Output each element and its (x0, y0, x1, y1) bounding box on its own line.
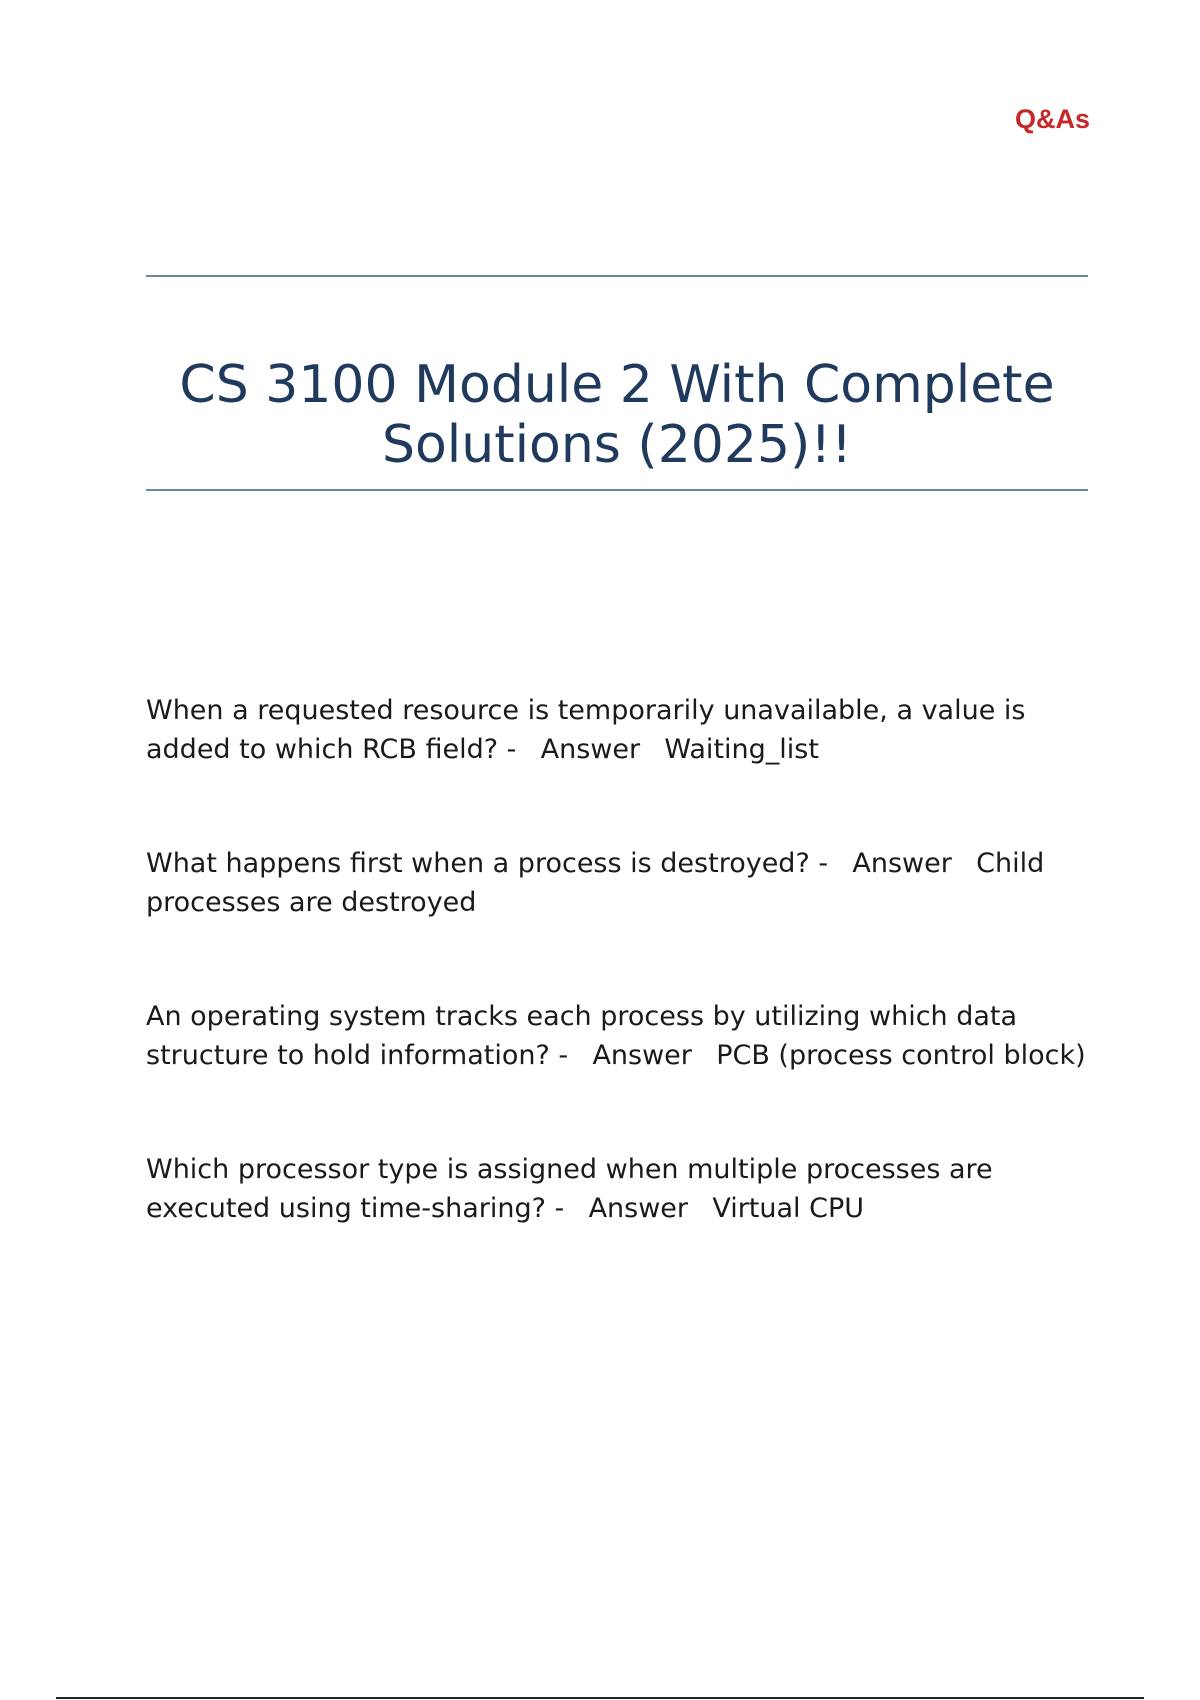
question-text: Which processor type is assigned when multiple processes are executed using time-sharing? - (146, 1154, 993, 1224)
qa-item (146, 998, 1088, 1075)
answer-text: Child processes are destroyed (146, 848, 1045, 918)
question-text: What happens first when a process is destroyed? - (146, 848, 829, 879)
title-rule-top (146, 275, 1088, 277)
answer-label: Answer (852, 848, 952, 879)
answer-label: Answer (588, 1192, 689, 1224)
question-text: When a requested resource is temporarily unavailable, a value is added to which RCB field? - (146, 695, 1026, 765)
qa-item (146, 1151, 1088, 1228)
title-rule-bottom (146, 489, 1088, 491)
header-tag: Q&As (1014, 104, 1090, 134)
answer-label: Answer (540, 733, 641, 765)
answer-text: PCB (process control block) (716, 1039, 1086, 1071)
answer-text: Waiting_list (664, 733, 819, 765)
qa-item (146, 845, 1088, 922)
footer-rule (56, 1697, 1144, 1699)
answer-label: Answer (592, 1039, 692, 1071)
qa-list (146, 692, 1088, 1228)
document-title: CS 3100 Module 2 With Complete Solutions (2025)!! (179, 355, 1055, 475)
qa-item (146, 692, 1088, 769)
question-text: An operating system tracks each process by utilizing which data structure to hold information? - (146, 1001, 1018, 1071)
answer-text: Virtual CPU (712, 1192, 865, 1224)
